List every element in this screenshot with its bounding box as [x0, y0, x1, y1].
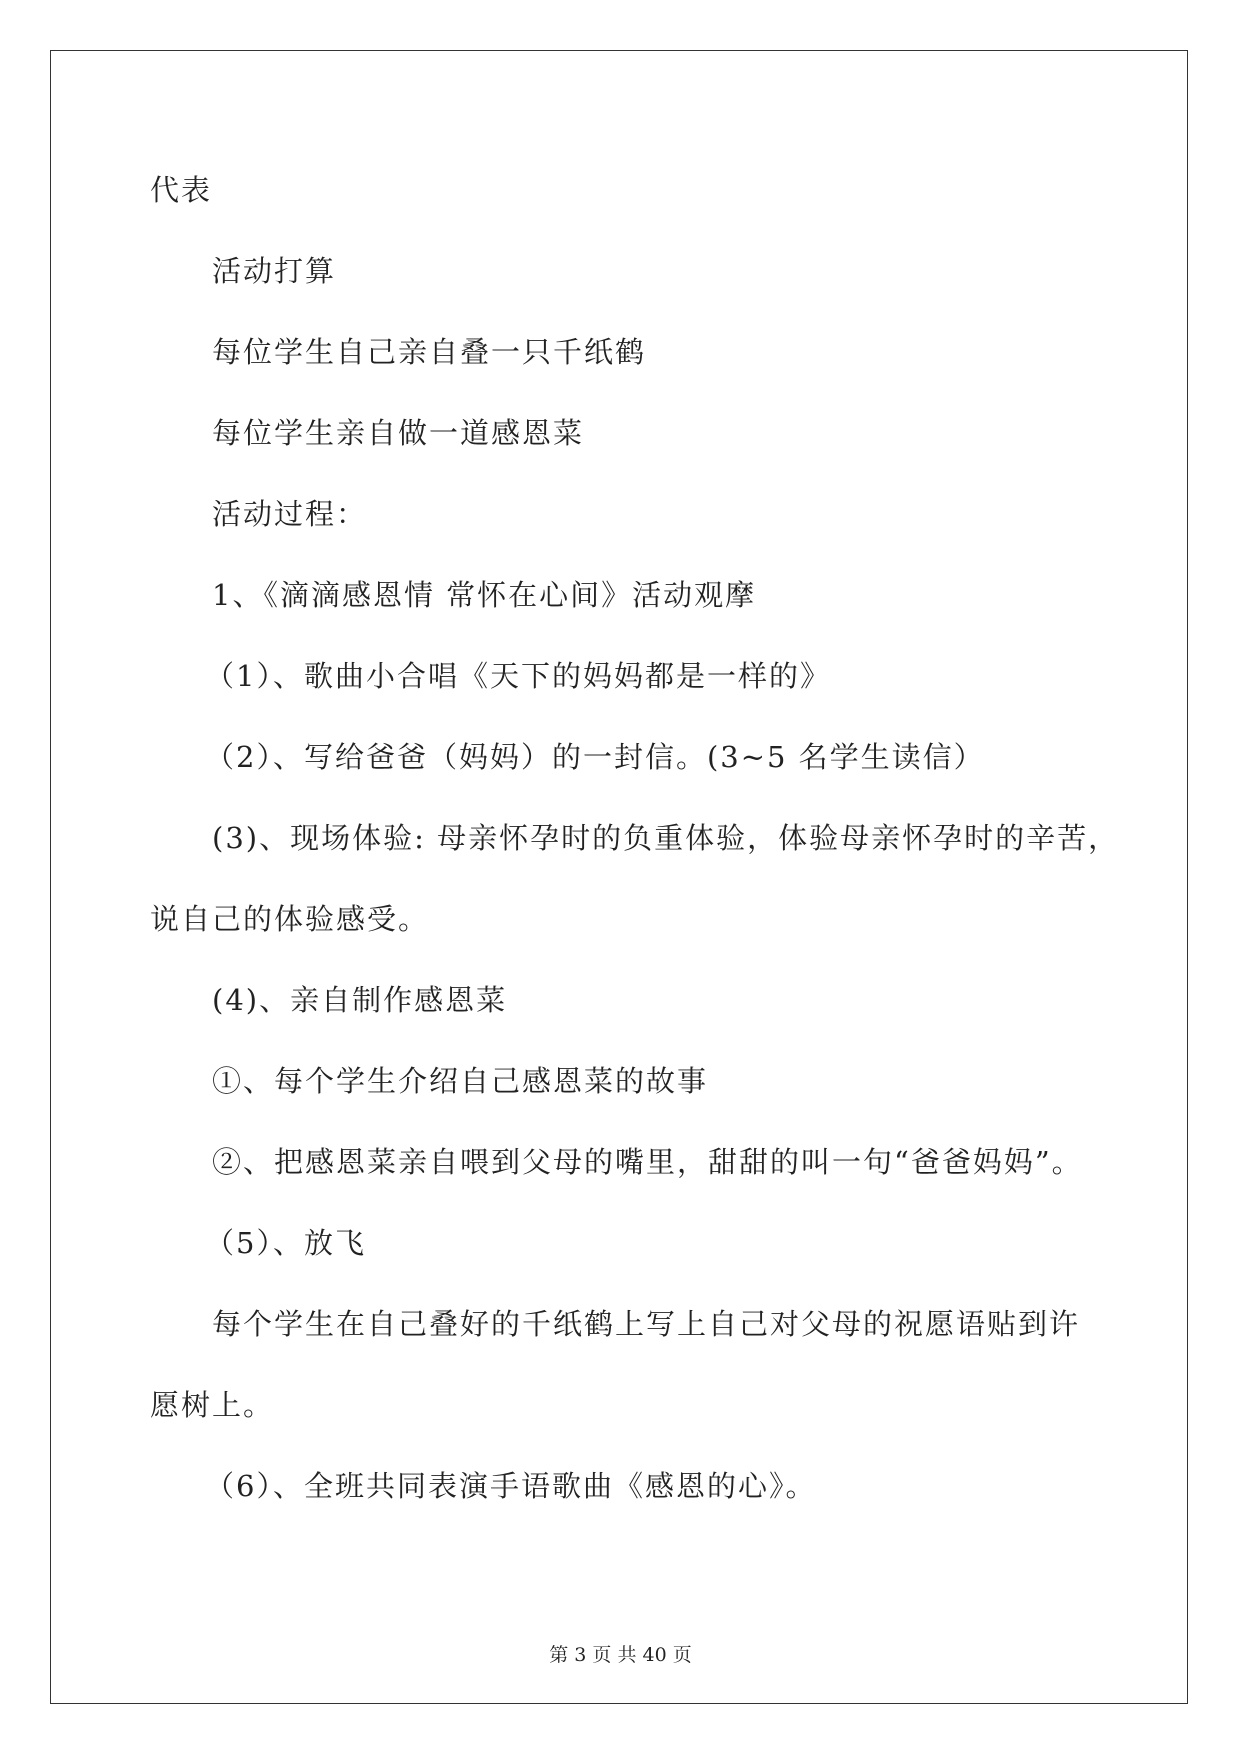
page-footer: 第 3 页 共 40 页	[549, 1644, 692, 1666]
paragraph-line: 每位学生自己亲自叠一只千纸鹤	[212, 335, 647, 369]
paragraph-line: （6）、全班共同表演手语歌曲《感恩的心》。	[205, 1469, 817, 1503]
paragraph-line: ①、每个学生介绍自己感恩菜的故事	[212, 1064, 709, 1098]
paragraph-line: （2）、写给爸爸（妈妈）的一封信。(3~5 名学生读信）	[205, 740, 985, 774]
paragraph-line: 1、《滴滴感恩情 常怀在心间》活动观摩	[212, 578, 757, 612]
paragraph-line: ②、把感恩菜亲自喂到父母的嘴里，甜甜的叫一句“爸爸妈妈”。	[212, 1145, 1083, 1179]
paragraph-line: （5）、放飞	[205, 1226, 366, 1260]
paragraph-line: (3)、现场体验: 母亲怀孕时的负重体验，体验母亲怀孕时的辛苦，	[212, 821, 1120, 855]
paragraph-line: 每个学生在自己叠好的千纸鹤上写上自己对父母的祝愿语贴到许	[212, 1307, 1081, 1341]
paragraph-line: 活动打算	[212, 254, 337, 288]
paragraph-line: 活动过程：	[212, 497, 368, 531]
page-border	[50, 50, 1188, 1704]
paragraph-line: 每位学生亲自做一道感恩菜	[212, 416, 585, 450]
paragraph-line: (4)、亲自制作感恩菜	[212, 983, 508, 1017]
paragraph-line: 愿树上。	[150, 1388, 275, 1422]
paragraph-line: 代表	[150, 173, 213, 207]
paragraph-line: 说自己的体验感受。	[150, 902, 430, 936]
paragraph-line: （1）、歌曲小合唱《天下的妈妈都是一样的》	[205, 659, 831, 693]
